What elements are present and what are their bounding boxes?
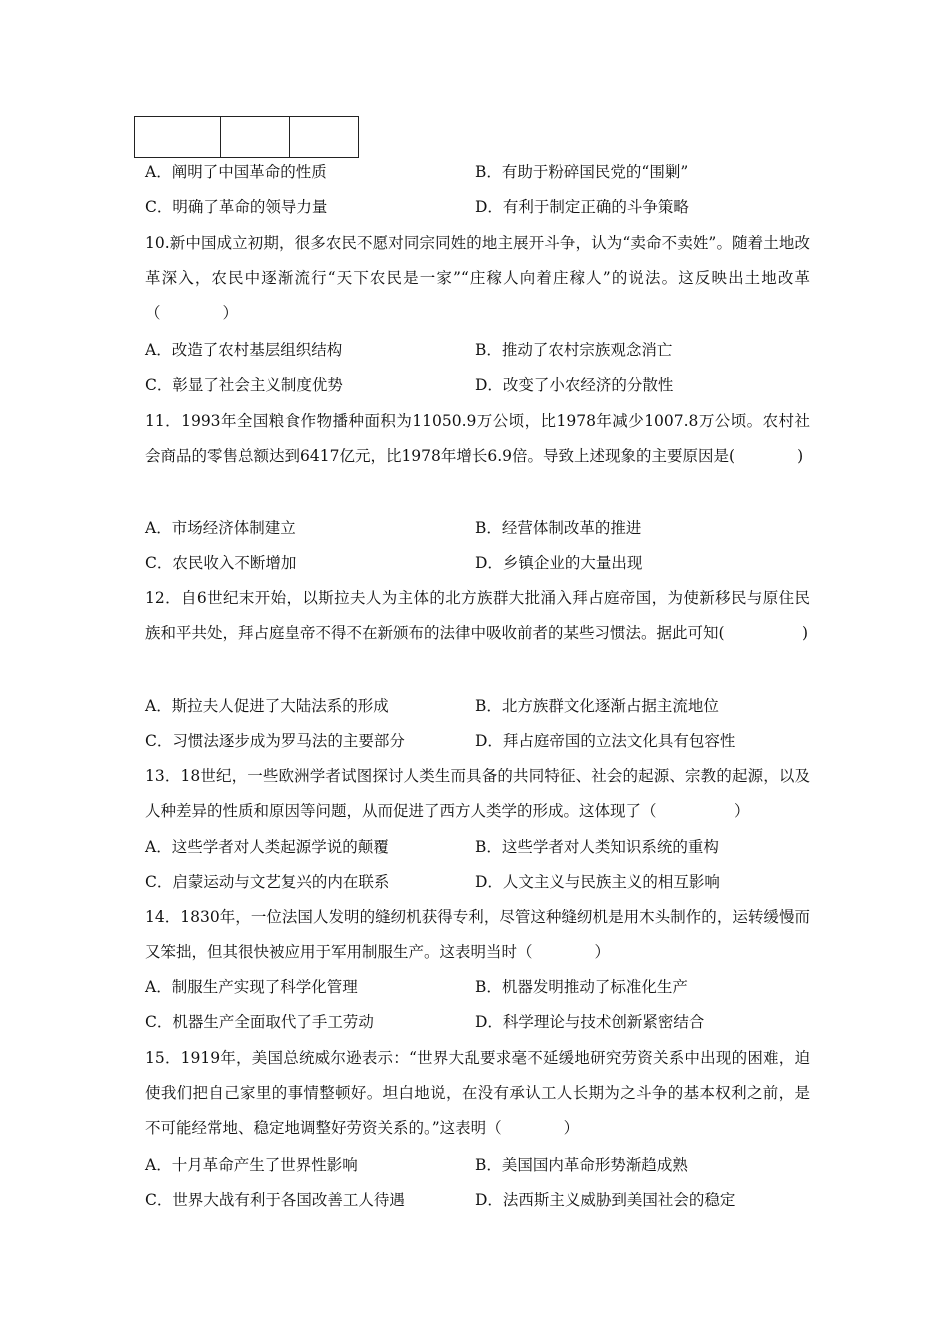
option-row [145, 511, 810, 546]
question-14-stem: 14．1830年，一位法国人发明的缝纫机获得专利，尽管这种缝纫机是用木头制作的，运转缓慢而又笨拙，但其很快被应用于军用制服生产。这表明当时（ ） [145, 908, 810, 961]
option-row [145, 546, 810, 581]
table-cell [221, 117, 290, 158]
option-a: A．制服生产实现了科学化管理 [145, 978, 358, 996]
option-d: D．改变了小农经济的分散性 [475, 376, 674, 394]
option-c: C．世界大战有利于各国改善工人待遇 [145, 1191, 405, 1209]
option-b: B．经营体制改革的推进 [475, 519, 642, 537]
option-row [145, 1005, 810, 1040]
option-a: A．改造了农村基层组织结构 [145, 341, 343, 359]
option-b: B．美国国内革命形势渐趋成熟 [475, 1156, 688, 1174]
option-row [145, 155, 810, 190]
option-row [145, 689, 810, 724]
option-d: D．有利于制定正确的斗争策略 [475, 198, 689, 216]
option-a: A．十月革命产生了世界性影响 [145, 1156, 358, 1174]
option-c: C．启蒙运动与文艺复兴的内在联系 [145, 873, 390, 891]
option-row [145, 1183, 810, 1218]
option-a: A．斯拉夫人促进了大陆法系的形成 [145, 697, 389, 715]
option-row [145, 830, 810, 865]
option-a: A．阐明了中国革命的性质 [145, 163, 327, 181]
option-row [145, 190, 810, 225]
option-c: C．农民收入不断增加 [145, 554, 297, 572]
option-b: B．机器发明推动了标准化生产 [475, 978, 688, 996]
answer-table-fragment [134, 116, 359, 158]
option-d: D．法西斯主义威胁到美国社会的稳定 [475, 1191, 736, 1209]
option-c: C．习惯法逐步成为罗马法的主要部分 [145, 732, 405, 750]
option-b: B．北方族群文化逐渐占据主流地位 [475, 697, 719, 715]
question-10-stem: 10.新中国成立初期，很多农民不愿对同宗同姓的地主展开斗争，认为“卖命不卖姓”。随着土地改革深入，农民中逐渐流行“天下农民是一家”“庄稼人向着庄稼人”的说法。这反映出土地改革（ ） [145, 234, 810, 322]
option-row [145, 865, 810, 900]
table-cell [290, 117, 359, 158]
option-d: D．拜占庭帝国的立法文化具有包容性 [475, 732, 736, 750]
option-c: C．明确了革命的领导力量 [145, 198, 328, 216]
option-b: B．有助于粉碎国民党的“围剿” [475, 163, 689, 181]
option-c: C．机器生产全面取代了手工劳动 [145, 1013, 374, 1031]
option-row [145, 333, 810, 368]
option-row [145, 1148, 810, 1183]
option-row [145, 970, 810, 1005]
option-b: B．推动了农村宗族观念消亡 [475, 341, 673, 359]
option-d: D．乡镇企业的大量出现 [475, 554, 643, 572]
question-13-stem: 13．18世纪，一些欧洲学者试图探讨人类生而具备的共同特征、社会的起源、宗教的起源，以及人种差异的性质和原因等问题，从而促进了西方人类学的形成。这体现了（ ） [145, 767, 810, 820]
option-row [145, 368, 810, 403]
option-b: B．这些学者对人类知识系统的重构 [475, 838, 719, 856]
option-d: D．科学理论与技术创新紧密结合 [475, 1013, 705, 1031]
option-row [145, 724, 810, 759]
question-11-stem: 11．1993年全国粮食作物播种面积为11050.9万公顷，比1978年减少1007.8万公顷。农村社会商品的零售总额达到6417亿元，比1978年增长6.9倍。导致上述现象的主要原因是( ) [145, 412, 810, 465]
option-a: A．市场经济体制建立 [145, 519, 296, 537]
option-a: A．这些学者对人类起源学说的颠覆 [145, 838, 389, 856]
question-12-stem: 12．自6世纪末开始，以斯拉夫人为主体的北方族群大批涌入拜占庭帝国，为使新移民与原住民族和平共处，拜占庭皇帝不得不在新颁布的法律中吸收前者的某些习惯法。据此可知( ) [145, 589, 810, 642]
option-c: C．彰显了社会主义制度优势 [145, 376, 343, 394]
question-15-stem: 15．1919年，美国总统威尔逊表示：“世界大乱要求毫不延缓地研究劳资关系中出现的困难，迫使我们把自己家里的事情整顿好。坦白地说，在没有承认工人长期为之斗争的基本权利之前，是不可能经常地、稳定地调整好劳资关系的。”这表明（ ） [145, 1049, 810, 1137]
table-cell [135, 117, 221, 158]
option-d: D．人文主义与民族主义的相互影响 [475, 873, 720, 891]
